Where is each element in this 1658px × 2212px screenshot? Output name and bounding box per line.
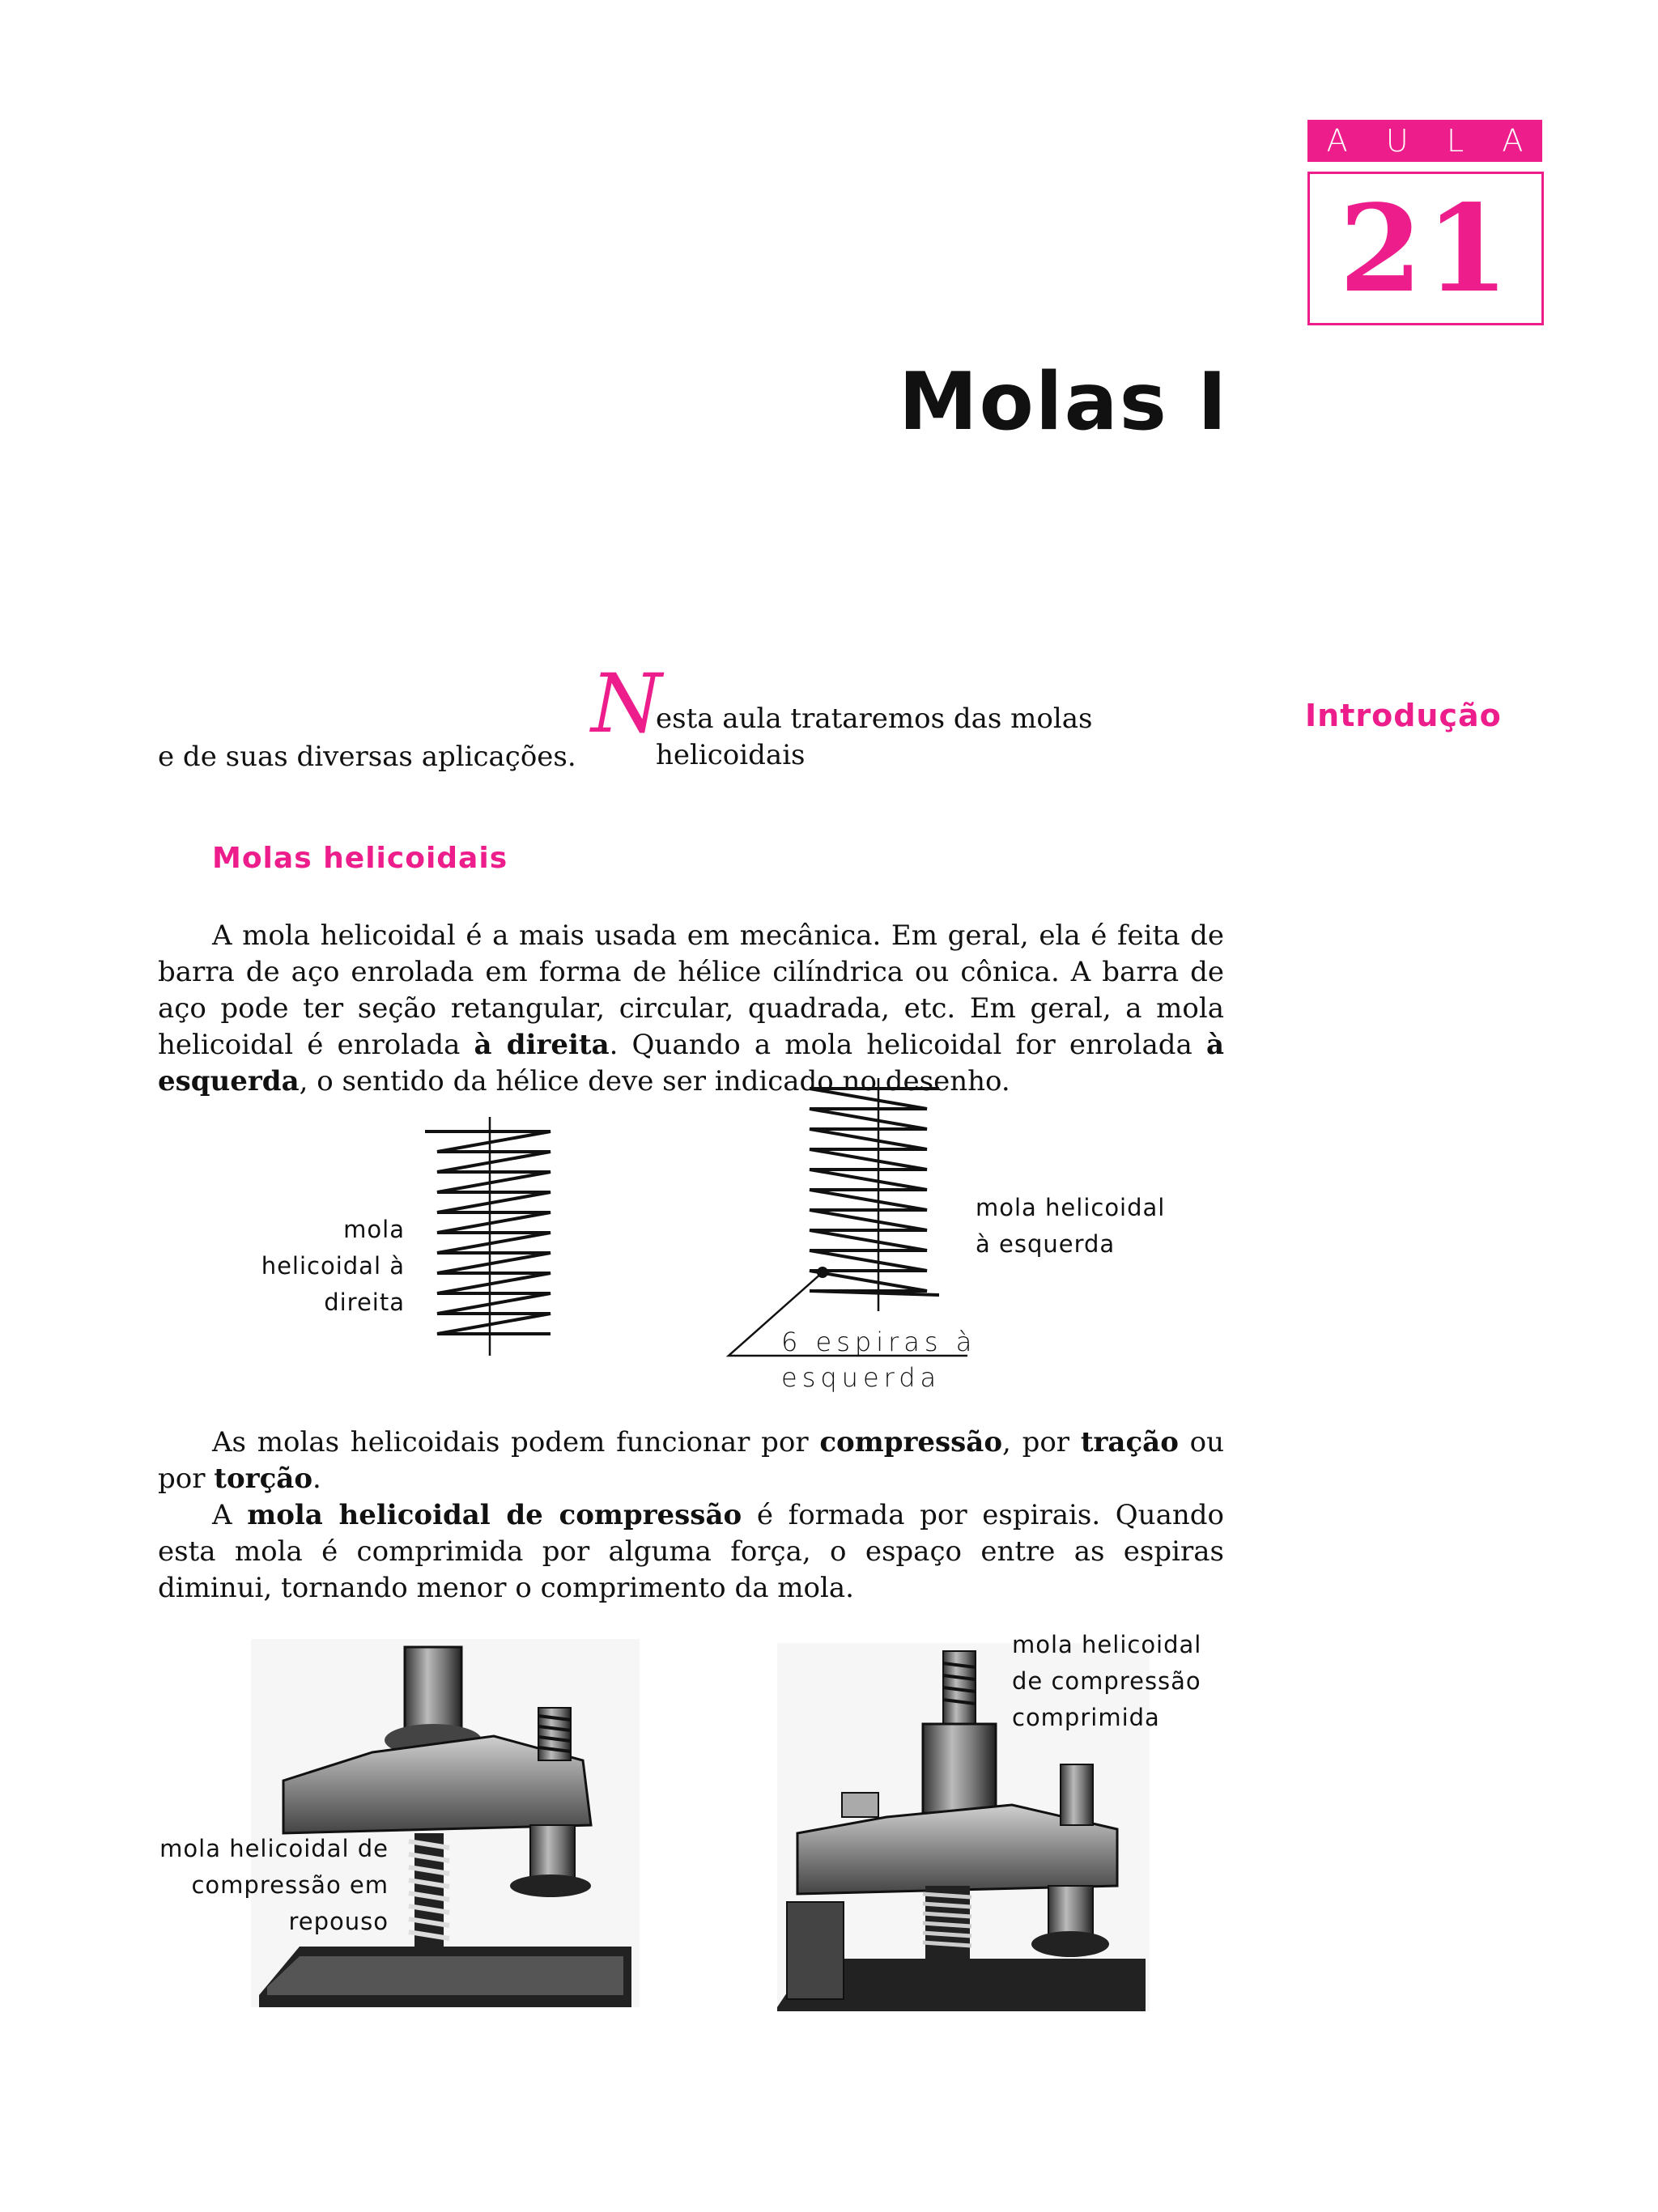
turns-label-line: 6 espiras à	[781, 1327, 977, 1357]
right-hand-spring-drawing	[425, 1117, 551, 1356]
caption-line: helicoidal à	[261, 1252, 405, 1280]
caption-line: de compressão	[1012, 1667, 1201, 1695]
left-hand-spring-drawing	[729, 1078, 967, 1356]
text-run: .	[312, 1463, 321, 1495]
paragraph-2	[158, 1424, 1224, 1607]
paragraph-1	[158, 918, 1224, 1100]
turns-label-line: esquerda	[781, 1362, 942, 1393]
aula-label	[1307, 120, 1542, 162]
bold-term: compressão	[819, 1426, 1003, 1458]
bold-term: tração	[1080, 1426, 1179, 1458]
text-run: , por	[1002, 1426, 1081, 1458]
caption-spring-compressed	[1012, 1627, 1287, 1736]
caption-line: à esquerda	[976, 1230, 1116, 1258]
caption-line: mola helicoidal	[1012, 1631, 1202, 1658]
text-run: A	[212, 1499, 248, 1531]
caption-line: repouso	[288, 1908, 389, 1935]
caption-spring-at-rest	[121, 1831, 389, 1940]
intro-line-2: e de suas diversas aplicações.	[158, 741, 576, 773]
aula-letter: A	[1326, 123, 1348, 159]
caption-line: mola	[343, 1216, 405, 1243]
drop-cap: N	[591, 656, 662, 751]
section-label-introducao: Introdução	[1305, 698, 1502, 733]
caption-line: mola helicoidal	[976, 1194, 1166, 1221]
bold-term: à direita	[474, 1029, 610, 1061]
aula-letter: A	[1502, 123, 1524, 159]
lesson-number: 21	[1307, 172, 1544, 325]
caption-line: comprimida	[1012, 1704, 1160, 1731]
text-run: , o sentido da hélice deve ser indicado no desenho.	[299, 1065, 1010, 1098]
caption-line: direita	[324, 1289, 405, 1316]
caption-line: mola helicoidal de	[159, 1835, 389, 1862]
spring-at-rest-photo	[251, 1639, 640, 2007]
intro-line-1: esta aula trataremos das molas helicoidais	[656, 703, 1093, 771]
bold-term: torção	[214, 1463, 313, 1495]
text-run: ou por	[158, 1426, 1224, 1495]
aula-letter: U	[1385, 123, 1409, 159]
caption-left-hand-spring	[976, 1190, 1235, 1263]
caption-line: compressão em	[191, 1871, 389, 1899]
turns-label	[781, 1324, 1073, 1395]
bold-term: à esquerda	[158, 1029, 1224, 1098]
text-run: A mola helicoidal é a mais usada em mecânica. Em geral, ela é feita de barra de aço enrolada em forma de hélice cilíndrica ou cônica. A barra de aço pode ter seção retangular, circular, quadrada, etc. Em geral, a mola helicoidal é enrolada	[158, 919, 1224, 1061]
section-heading: Molas helicoidais	[212, 842, 508, 875]
caption-right-hand-spring	[219, 1212, 405, 1321]
bold-term: mola helicoidal de compressão	[247, 1499, 742, 1531]
text-run: As molas helicoidais podem funcionar por	[212, 1426, 820, 1458]
page-title: Molas I	[899, 356, 1229, 448]
paragraph-3	[158, 1497, 1224, 1607]
aula-letter: L	[1446, 123, 1465, 159]
text-run: . Quando a mola helicoidal for enrolada	[609, 1029, 1206, 1061]
text-run: é formada por espirais. Quando esta mola é comprimida por alguma força, o espaço entre as espiras diminui, tornando menor o comprimento da mola.	[158, 1499, 1224, 1604]
